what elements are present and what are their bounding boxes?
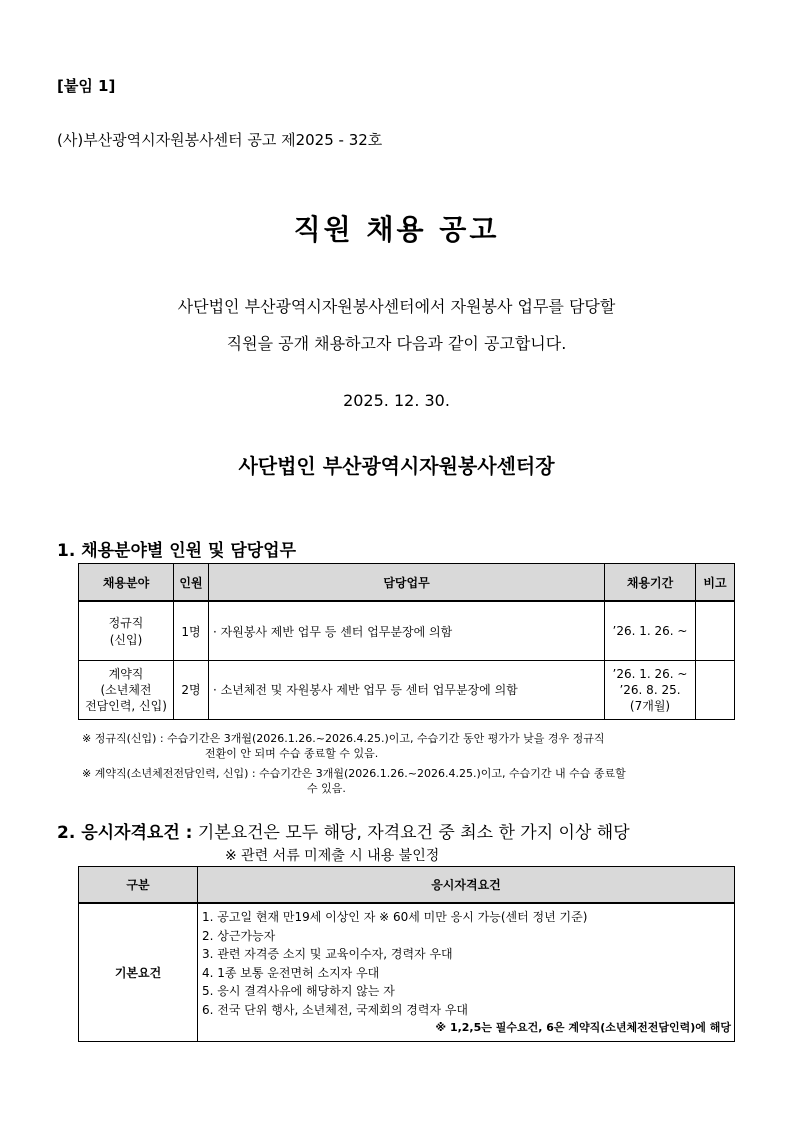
header-field: 채용분야	[79, 564, 174, 602]
remark-cell	[696, 661, 735, 720]
table-row	[79, 903, 735, 1041]
attachment-label: [붙임 1]	[57, 77, 116, 95]
intro-line-2: 직원을 공개 채용하고자 다음과 같이 공고합니다.	[226, 334, 567, 353]
header-period: 채용기간	[605, 564, 696, 602]
field-cell	[79, 661, 174, 720]
notice-number: (사)부산광역시자원봉사센터 공고 제2025 - 32호	[57, 131, 383, 149]
probation-note-contract	[82, 766, 737, 796]
requirement-item: 2. 상근가능자	[202, 928, 276, 943]
duty-cell: · 소년체전 및 자원봉사 제반 업무 등 센터 업무분장에 의함	[209, 661, 605, 720]
requirement-item: 1. 공고일 현재 만19세 이상인 자 ※ 60세 미만 응시 가능(센터 정년 기준)	[202, 910, 588, 924]
notice-date: 2025. 12. 30.	[343, 391, 450, 410]
field-cell	[79, 601, 174, 661]
section2-heading-bold: 2. 응시자격요건 :	[57, 823, 193, 843]
field-line: 계약직	[108, 667, 144, 681]
requirement-item: 3. 관련 자격증 소지 및 교육이수자, 경력자 우대	[202, 947, 453, 961]
table-header-row	[79, 867, 735, 904]
period-line: (7개월)	[629, 699, 671, 713]
period-line: ’26. 1. 26. ~	[612, 667, 688, 681]
period-cell	[605, 661, 696, 720]
organization-name: 사단법인 부산광역시자원봉사센터장	[238, 454, 555, 478]
table-row	[79, 661, 735, 720]
remark-cell	[696, 601, 735, 661]
note-line: 전환이 안 되며 수습 종료할 수 있음.	[205, 747, 379, 760]
requirements-cell	[198, 903, 735, 1041]
recruitment-table	[78, 563, 735, 720]
field-line: 정규직	[108, 616, 144, 630]
count-cell: 1명	[174, 601, 209, 661]
header-count: 인원	[174, 564, 209, 602]
qualification-table	[78, 866, 735, 1042]
requirement-item: 5. 응시 결격사유에 해당하지 않는 자	[202, 984, 395, 998]
section2-heading-tail: 기본요건은 모두 해당, 자격요건 중 최소 한 가지 이상 해당	[192, 823, 630, 843]
table-row	[79, 601, 735, 661]
note-line: 수 있음.	[307, 782, 346, 795]
header-category: 구분	[79, 867, 198, 904]
intro-line-1: 사단법인 부산광역시자원봉사센터에서 자원봉사 업무를 담당할	[177, 297, 616, 316]
header-remark: 비고	[696, 564, 735, 602]
duty-cell: · 자원봉사 제반 업무 등 센터 업무분장에 의함	[209, 601, 605, 661]
note-line: ※ 정규직(신입) : 수습기간은 3개월(2026.1.26.~2026.4.25.)이고, 수습기간 동안 평가가 낮을 경우 정규직	[82, 732, 605, 745]
period-cell: ’26. 1. 26. ~	[605, 601, 696, 661]
note-line: ※ 계약직(소년체전전담인력, 신입) : 수습기간은 3개월(2026.1.26.~2026.4.25.)이고, 수습기간 내 수습 종료할	[82, 767, 626, 780]
section1-heading: 1. 채용분야별 인원 및 담당업무	[57, 541, 297, 561]
requirement-item: 4. 1종 보통 운전면허 소지자 우대	[202, 965, 380, 980]
table-header-row	[79, 564, 735, 602]
probation-note-regular	[82, 731, 732, 761]
section2-heading	[57, 818, 630, 843]
section2-subnote: ※ 관련 서류 미제출 시 내용 불인정	[225, 848, 440, 864]
field-line: (신입)	[109, 633, 143, 647]
required-note: ※ 1,2,5는 필수요건, 6은 계약직(소년체전전담인력)에 해당	[435, 1021, 731, 1034]
requirement-item: 6. 전국 단위 행사, 소년체전, 국제회의 경력자 우대	[202, 1002, 469, 1017]
header-duty: 담당업무	[209, 564, 605, 602]
header-requirements: 응시자격요건	[198, 867, 735, 904]
period-line: ’26. 8. 25.	[619, 683, 681, 697]
category-cell: 기본요건	[79, 903, 198, 1041]
page-title: 직원 채용 공고	[293, 213, 500, 246]
field-line: (소년체전	[100, 683, 152, 697]
count-cell: 2명	[174, 661, 209, 720]
field-line: 전담인력, 신입)	[85, 699, 167, 713]
